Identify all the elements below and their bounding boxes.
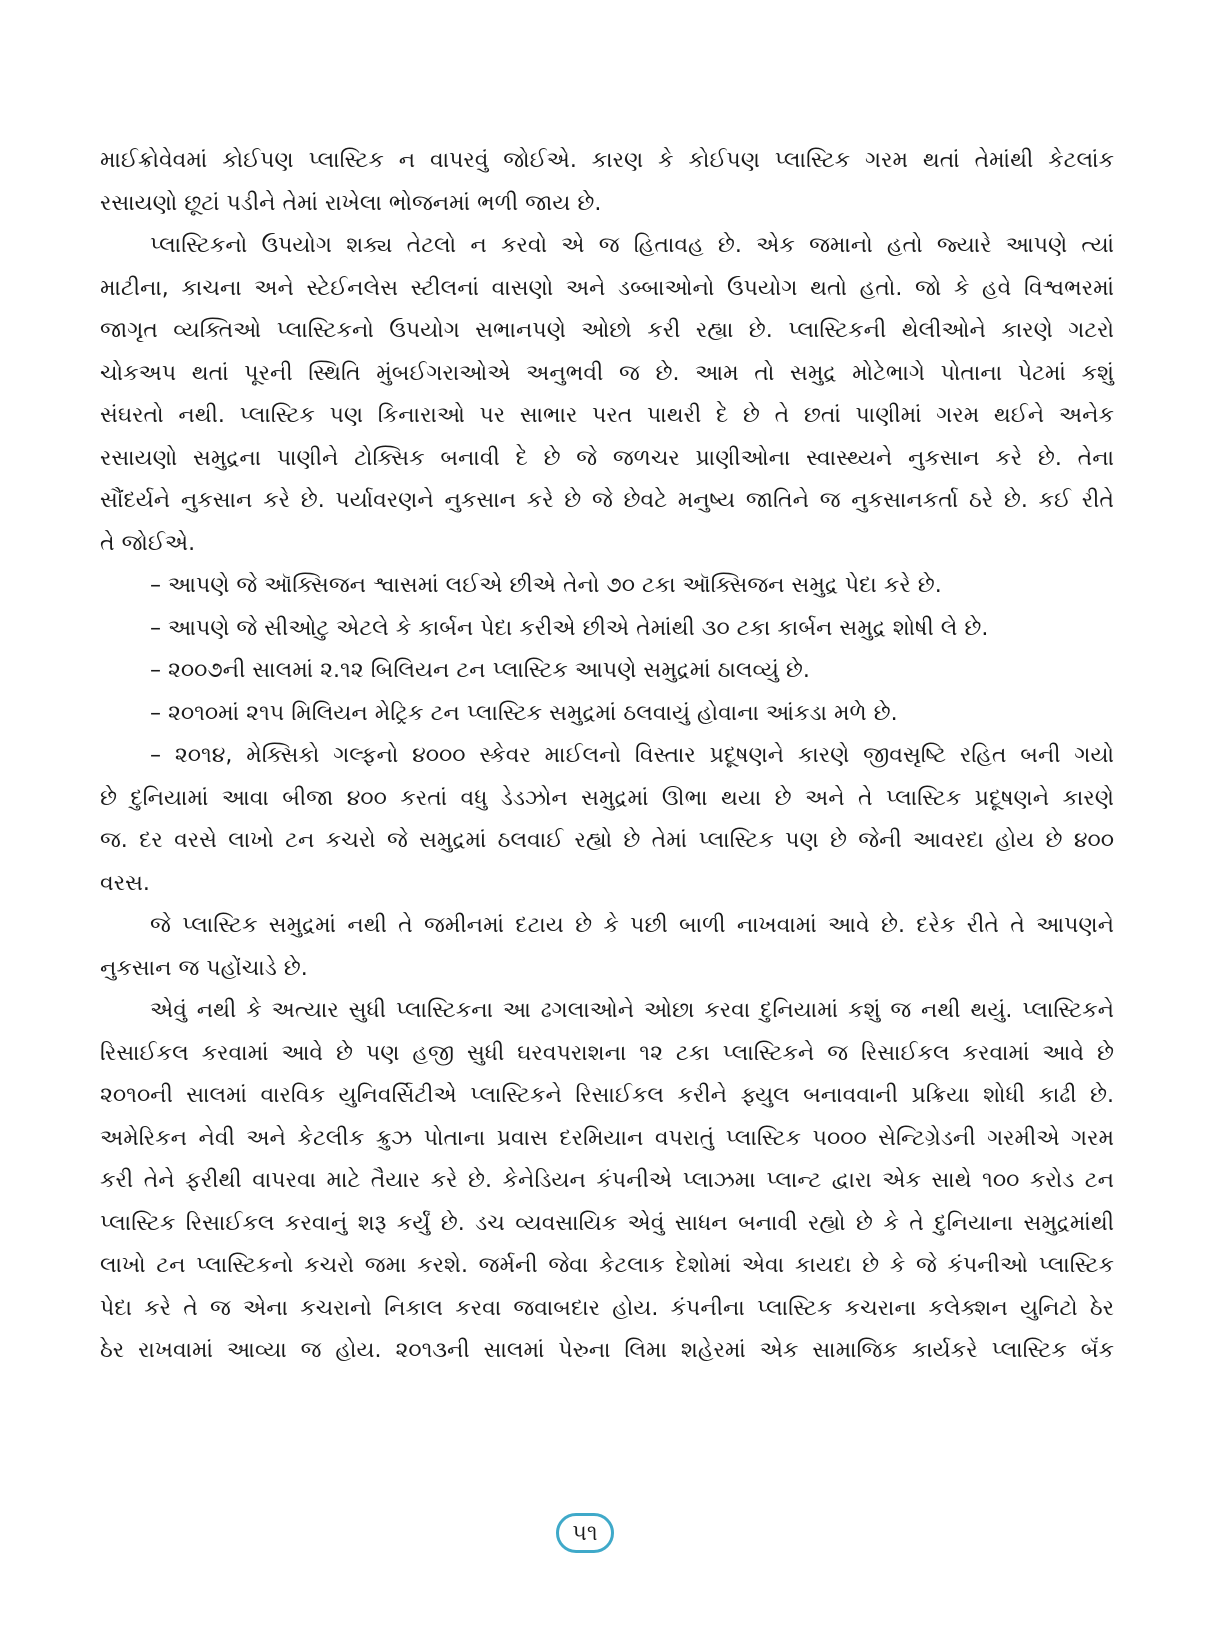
paragraph-4-line-6: પ્લાસ્ટિક રિસાઈકલ કરવાનું શરૂ કર્યું છે. ડચ વ્યવસાયિક એવું સાધન બનાવી રહ્યો છે કે તે દુનિયાના સમુદ્રમાંથી (100, 1210, 1114, 1236)
bullet-item-4: – ૨૦૧૦માં ૨૧૫ મિલિયન મેટ્રિક ટન પ્લાસ્ટિક સમુદ્રમાં ઠલવાયું હોવાના આંકડા મળે છે. (150, 700, 898, 726)
page-number-badge (556, 1513, 614, 1553)
paragraph-4-line-7: લાખો ટન પ્લાસ્ટિકનો કચરો જમા કરશે. જર્મની જેવા કેટલાક દેશોમાં એવા કાયદા છે કે જે કંપનીઓ પ્લાસ્ટિક (100, 1253, 1114, 1278)
bullet-item-2: – આપણે જે સીઓટુ એટલે કે કાર્બન પેદા કરીએ છીએ તેમાંથી ૩૦ ટકા કાર્બન સમુદ્ર શોષી લે છે. (150, 615, 989, 641)
paragraph-2-line-7: સૌંદર્યને નુકસાન કરે છે. પર્યાવરણને નુકસાન કરે છે જે છેવટે મનુષ્ય જાતિને જ નુકસાનકર્તા ઠરે છે. કઈ રીતે (100, 488, 1114, 513)
bullet-item-5-line-1: – ૨૦૧૪, મેક્સિકો ગલ્ફનો ૪૦૦૦ સ્કેવર માઈલનો વિસ્તાર પ્રદૂષણને કારણે જીવસૃષ્ટિ રહિત બની ગયો (150, 743, 1114, 768)
paragraph-4-line-3: ૨૦૧૦ની સાલમાં વારવિક યુનિવર્સિટીએ પ્લાસ્ટિકને રિસાઈકલ કરીને ફ્યુલ બનાવવાની પ્રક્રિયા શોધી કાઢી છે. (100, 1083, 1114, 1108)
paragraph-1-line-2: રસાયણો છૂટાં પડીને તેમાં રાખેલા ભોજનમાં ભળી જાય છે. (100, 190, 602, 216)
paragraph-4-line-5: કરી તેને ફરીથી વાપરવા માટે તૈયાર કરે છે. કેનેડિયન કંપનીએ પ્લાઝમા પ્લાન્ટ દ્વારા એક સાથે ૧૦૦ કરોડ ટન (100, 1168, 1114, 1193)
bullet-item-3: – ૨૦૦૭ની સાલમાં ૨.૧૨ બિલિયન ટન પ્લાસ્ટિક આપણે સમુદ્રમાં ઠાલવ્યું છે. (150, 658, 810, 683)
bullet-item-5-line-3: જ. દર વરસે લાખો ટન કચરો જે સમુદ્રમાં ઠલવાઈ રહ્યો છે તેમાં પ્લાસ્ટિક પણ છે જેની આવરદા હોય છે ૪૦૦ (100, 828, 1114, 853)
paragraph-2-line-8: તે જોઈએ. (100, 530, 196, 556)
paragraph-2-line-4: ચોકઅપ થતાં પૂરની સ્થિતિ મુંબઈગરાઓએ અનુભવી જ છે. આમ તો સમુદ્ર મોટેભાગે પોતાના પેટમાં કશું (100, 360, 1114, 386)
paragraph-4-line-8: પેદા કરે તે જ એના કચરાનો નિકાલ કરવા જવાબદાર હોય. કંપનીના પ્લાસ્ટિક કચરાના કલેક્શન યુનિટો ઠેર (100, 1295, 1114, 1321)
paragraph-3-line-1: જે પ્લાસ્ટિક સમુદ્રમાં નથી તે જમીનમાં દટાય છે કે પછી બાળી નાખવામાં આવે છે. દરેક રીતે તે આપણને (150, 913, 1114, 938)
paragraph-4-line-4: અમેરિકન નેવી અને કેટલીક ક્રુઝ પોતાના પ્રવાસ દરમિયાન વપરાતું પ્લાસ્ટિક ૫૦૦૦ સેન્ટિગ્રેડની ગરમીએ ગરમ (100, 1125, 1114, 1151)
page-number: ૫૧ (572, 1520, 598, 1546)
page-body (100, 140, 1114, 1373)
paragraph-4-line-1: એવું નથી કે અત્યાર સુધી પ્લાસ્ટિકના આ ઢગલાઓને ઓછા કરવા દુનિયામાં કશું જ નથી થયું. પ્લાસ્ટિકને (150, 998, 1114, 1023)
paragraph-4-line-9: ઠેર રાખવામાં આવ્યા જ હોય. ૨૦૧૩ની સાલમાં પેરુના લિમા શહેરમાં એક સામાજિક કાર્યકરે પ્લાસ્ટિક બૅંક (100, 1338, 1114, 1363)
paragraph-2-line-1: પ્લાસ્ટિકનો ઉપયોગ શક્ય તેટલો ન કરવો એ જ હિતાવહ છે. એક જમાનો હતો જ્યારે આપણે ત્યાં (150, 233, 1114, 258)
paragraph-1-line-1: માઈક્રોવેવમાં કોઈપણ પ્લાસ્ટિક ન વાપરવું જોઈએ. કારણ કે કોઈપણ પ્લાસ્ટિક ગરમ થતાં તેમાંથી કેટલાંક (100, 148, 1114, 173)
paragraph-4-line-2: રિસાઈકલ કરવામાં આવે છે પણ હજી સુધી ઘરવપરાશના ૧૨ ટકા પ્લાસ્ટિકને જ રિસાઈકલ કરવામાં આવે છે (100, 1040, 1114, 1066)
bullet-item-5-line-2: છે દુનિયામાં આવા બીજા ૪૦૦ કરતાં વધુ ડેડઝોન સમુદ્રમાં ઊભા થયા છે અને તે પ્લાસ્ટિક પ્રદૂષણને કારણે (100, 785, 1114, 811)
bullet-item-1: – આપણે જે ઑક્સિજન શ્વાસમાં લઈએ છીએ તેનો ૭૦ ટકા ઑક્સિજન સમુદ્ર પેદા કરે છે. (150, 573, 942, 598)
paragraph-2-line-3: જાગૃત વ્યક્તિઓ પ્લાસ્ટિકનો ઉપયોગ સભાનપણે ઓછો કરી રહ્યા છે. પ્લાસ્ટિકની થેલીઓને કારણે ગટરો (100, 318, 1114, 343)
paragraph-2-line-6: રસાયણો સમુદ્રના પાણીને ટોક્સિક બનાવી દે છે જે જળચર પ્રાણીઓના સ્વાસ્થ્યને નુકસાન કરે છે. તેના (100, 445, 1114, 471)
paragraph-3-line-2: નુકસાન જ પહોંચાડે છે. (100, 955, 308, 981)
bullet-item-5-line-4: વરસ. (100, 870, 150, 896)
paragraph-2-line-5: સંઘરતો નથી. પ્લાસ્ટિક પણ કિનારાઓ પર સાભાર પરત પાથરી દે છે તે છતાં પાણીમાં ગરમ થઈને અનેક (100, 403, 1114, 428)
paragraph-2-line-2: માટીના, કાચના અને સ્ટેઈનલેસ સ્ટીલનાં વાસણો અને ડબ્બાઓનો ઉપયોગ થતો હતો. જો કે હવે વિશ્વભરમાં (100, 275, 1114, 301)
